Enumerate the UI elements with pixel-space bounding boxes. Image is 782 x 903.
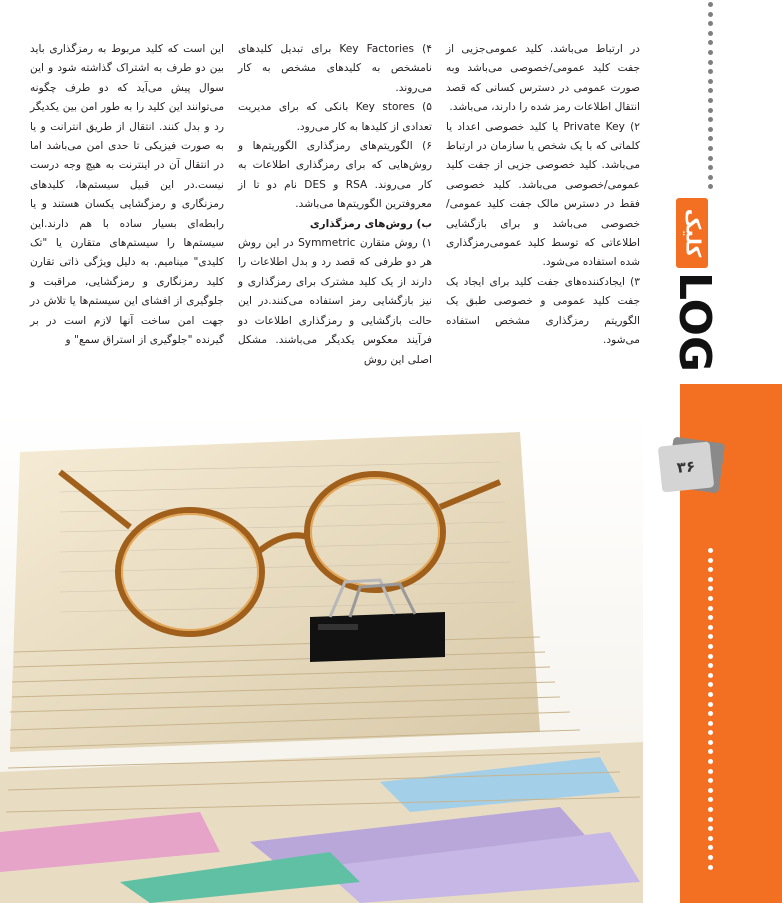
logo-text: LOG (669, 272, 720, 372)
text-column-right (446, 40, 640, 351)
paragraph: ۴) Key Factories برای تبدیل کلیدهای نامشخص به کلیدهای مشخص به کار می‌روند. (238, 43, 432, 94)
magazine-sidebar (669, 0, 782, 903)
glasses-on-paper-stack-photo (0, 412, 643, 903)
paragraph: ۶) الگوریتم‌های رمزگذاری الگوریتم‌ها و روش‌هایی که برای رمزگذاری اطلاعات به کار می‌روند. RSA و DES نام دو تا از معروفترین الگوریتم‌ها می‌باشد. (238, 140, 432, 211)
paragraph: ۲) Private Key یا کلید خصوصی اعداد یا کلماتی که با یک شخص یا سازمان در ارتباط می‌باشد. کلید خصوصی جزیی از جفت کلید عمومی/خصوصی می‌باشد. کلید خصوصی فقط در دسترس مالک جفت کلید عمومی/خصوصی می‌باشد و برای بازگشایی اطلاعاتی که توسط کلید عمومی‌رمزگذاری شده استفاده می‌شود. (446, 120, 640, 269)
paragraph: ۳) ایجادکننده‌های جفت کلید برای ایجاد یک جفت کلید عمومی و خصوصی طبق یک الگوریتم رمزگذاری مشخص استفاده می‌شود. (446, 275, 640, 347)
brand-text: کلیک (681, 208, 706, 258)
paragraph: ۱) روش متقارن Symmetric در این روش هر دو طرفی که قصد رد و بدل اطلاعات را دارند از یک کلید مشترک برای رمزگذاری و نیز بازگشایی رمز استفاده می‌کنند.در این حالت بازگشایی و رمزگذاری اطلاعات دو فرآیند معکوس یکدیگر می‌باشند. مشکل اصلی این روش (238, 237, 432, 366)
page-number: ۳۶ (658, 441, 715, 492)
dot-line-top (708, 2, 714, 194)
magazine-logo (669, 198, 720, 373)
dot-line-bottom (708, 548, 714, 874)
page-number-badge (660, 440, 722, 490)
paragraph: در ارتباط می‌باشد. کلید عمومی‌جزیی از جفت کلید عمومی/خصوصی می‌باشد وبه صورت عمومی در دسترس کسانی که قصد انتقال اطلاعات رمز شده را دارند، می‌باشد. (446, 43, 640, 114)
paragraph: ۵) Key stores بانکی که برای مدیریت تعدادی از کلیدها به کار می‌رود. (238, 101, 432, 133)
text-column-middle (238, 40, 432, 370)
text-column-left (30, 40, 224, 351)
section-heading: ب) روش‌های رمزگذاری (309, 217, 432, 230)
paragraph: این است که کلید مربوط به رمزگذاری باید بین دو طرف به اشتراک گذاشته شود و این سوال پیش می‌آید که دو طرف چگونه می‌توانند این کلید را به طور امن بین یکدیگر رد و بدل کنند. انتقال از طریق انترانت و یا به صورت فیزیکی تا حدی امن می‌باشد اما در انتقال آن در اینترنت به هیچ وجه درست نیست.در این قبیل سیستم‌ها، کلیدهای رمزنگاری و رمزگشایی یکسان هستند و یا رابطه‌ای بسیار ساده با هم دارند.این سیستم‌ها را سیستم‌های متقارن یا "تک کلیدی" مینامیم. به دلیل ویژگی ذاتی تقارن کلید رمزنگاری و رمزگشایی، مراقبت و جلوگیری از افشای این سیستم‌ها یا تلاش در جهت امن ساخت آنها لازم است در بر گیرنده "جلوگیری از استراق سمع" و (30, 43, 224, 347)
